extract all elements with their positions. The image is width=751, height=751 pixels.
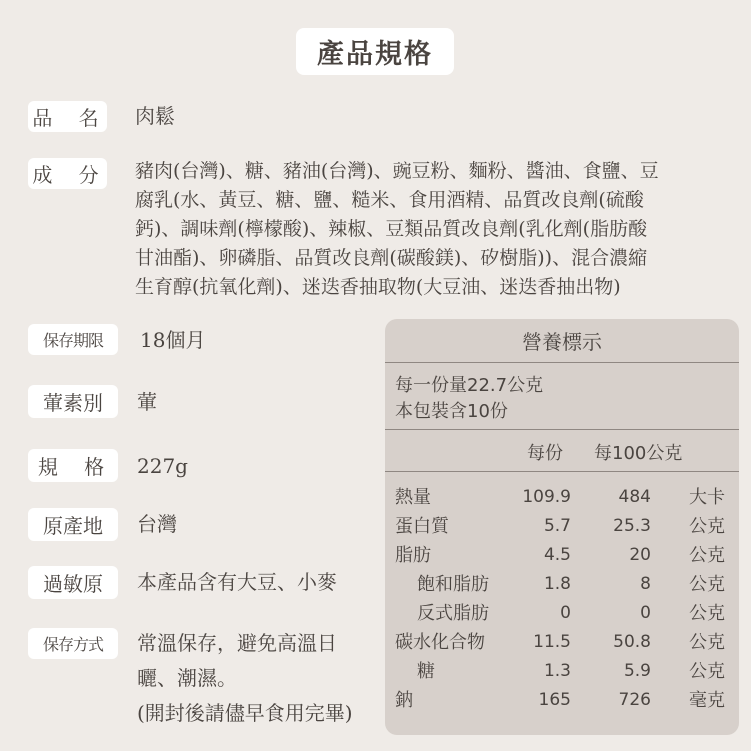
unit-label: 公克 — [689, 516, 725, 537]
per-serving-value: 165 — [538, 690, 571, 710]
per-100g-value: 5.9 — [623, 661, 651, 681]
unit-label: 毫克 — [689, 690, 725, 711]
per-serving-value: 1.3 — [543, 661, 571, 681]
nutrient-name: 鈉 — [395, 690, 413, 711]
per-100g-value: 20 — [629, 545, 651, 565]
col-per-100g: 每100公克 — [594, 443, 683, 464]
size-value: 227g — [137, 454, 188, 478]
unit-label: 公克 — [689, 632, 725, 653]
nutrition-panel — [385, 319, 739, 735]
storage-line: 常溫保存，避免高溫日 — [137, 631, 337, 655]
nutrition-row — [385, 570, 739, 599]
nutrition-row — [385, 512, 739, 541]
divider — [385, 471, 739, 472]
per-100g-value: 0 — [640, 603, 651, 623]
col-per-serving: 每份 — [527, 443, 563, 464]
per-serving-value: 0 — [560, 603, 571, 623]
per-100g-value: 50.8 — [613, 632, 651, 652]
unit-label: 公克 — [689, 545, 725, 566]
per-serving-value: 4.5 — [543, 545, 571, 565]
unit-label: 公克 — [689, 603, 725, 624]
shelf-life-value: 18個月 — [140, 328, 206, 352]
size-label: 規 格 — [28, 449, 118, 482]
ingredients-text — [135, 157, 725, 302]
storage-line: 曬、潮濕。 — [137, 666, 237, 690]
nutrient-name: 碳水化合物 — [395, 632, 485, 653]
nutrition-row — [385, 686, 739, 715]
allergen-value: 本產品含有大豆、小麥 — [137, 570, 337, 594]
origin-value: 台灣 — [137, 512, 177, 536]
divider — [385, 429, 739, 430]
nutrient-name: 糖 — [417, 661, 435, 682]
page-title: 產品規格 — [296, 28, 454, 75]
unit-label: 公克 — [689, 574, 725, 595]
ingredients-label: 成 分 — [28, 158, 107, 189]
nutrient-name: 蛋白質 — [395, 516, 449, 537]
ingredients-line: 鈣)、調味劑(檸檬酸)、辣椒、豆類品質改良劑(乳化劑(脂肪酸 — [135, 218, 648, 240]
ingredients-line: 甘油酯)、卵磷脂、品質改良劑(碳酸鎂)、矽樹脂))、混合濃縮 — [135, 247, 648, 269]
nutrient-name: 脂肪 — [395, 545, 431, 566]
per-100g-value: 484 — [618, 487, 651, 507]
per-serving-value: 1.8 — [543, 574, 571, 594]
nutrient-name: 熱量 — [395, 487, 431, 508]
per-serving-value: 5.7 — [543, 516, 571, 536]
ingredients-line: 腐乳(水、黃豆、糖、鹽、糙米、食用酒精、品質改良劑(硫酸 — [135, 189, 644, 211]
unit-label: 公克 — [689, 661, 725, 682]
nutrient-name: 飽和脂肪 — [417, 574, 489, 595]
nutrition-row — [385, 628, 739, 657]
diet-value: 葷 — [137, 390, 157, 414]
ingredients-line: 豬肉(台灣)、糖、豬油(台灣)、豌豆粉、麵粉、醬油、食鹽、豆 — [135, 160, 659, 182]
origin-label: 原產地 — [28, 508, 118, 541]
storage-label: 保存方式 — [28, 628, 118, 659]
per-100g-value: 726 — [618, 690, 651, 710]
nutrition-row — [385, 541, 739, 570]
nutrient-name: 反式脂肪 — [417, 603, 489, 624]
serving-size: 每一份量22.7公克 — [395, 375, 544, 396]
servings-per-package: 本包裝含10份 — [395, 401, 508, 422]
nutrition-row — [385, 599, 739, 628]
nutrition-title: 營養標示 — [522, 330, 602, 354]
name-value: 肉鬆 — [135, 104, 175, 128]
per-serving-value: 11.5 — [533, 632, 571, 652]
name-label: 品 名 — [28, 101, 107, 132]
ingredients-line: 生育醇(抗氧化劑)、迷迭香抽取物(大豆油、迷迭香抽出物) — [135, 276, 621, 298]
storage-line: (開封後請儘早食用完畢) — [137, 701, 353, 725]
divider — [385, 362, 739, 363]
per-100g-value: 25.3 — [613, 516, 651, 536]
unit-label: 大卡 — [689, 487, 725, 508]
diet-label: 葷素別 — [28, 385, 118, 418]
nutrition-row — [385, 483, 739, 512]
shelf-life-label: 保存期限 — [28, 324, 118, 355]
per-100g-value: 8 — [640, 574, 651, 594]
per-serving-value: 109.9 — [522, 487, 571, 507]
allergen-label: 過敏原 — [28, 566, 118, 599]
nutrition-row — [385, 657, 739, 686]
